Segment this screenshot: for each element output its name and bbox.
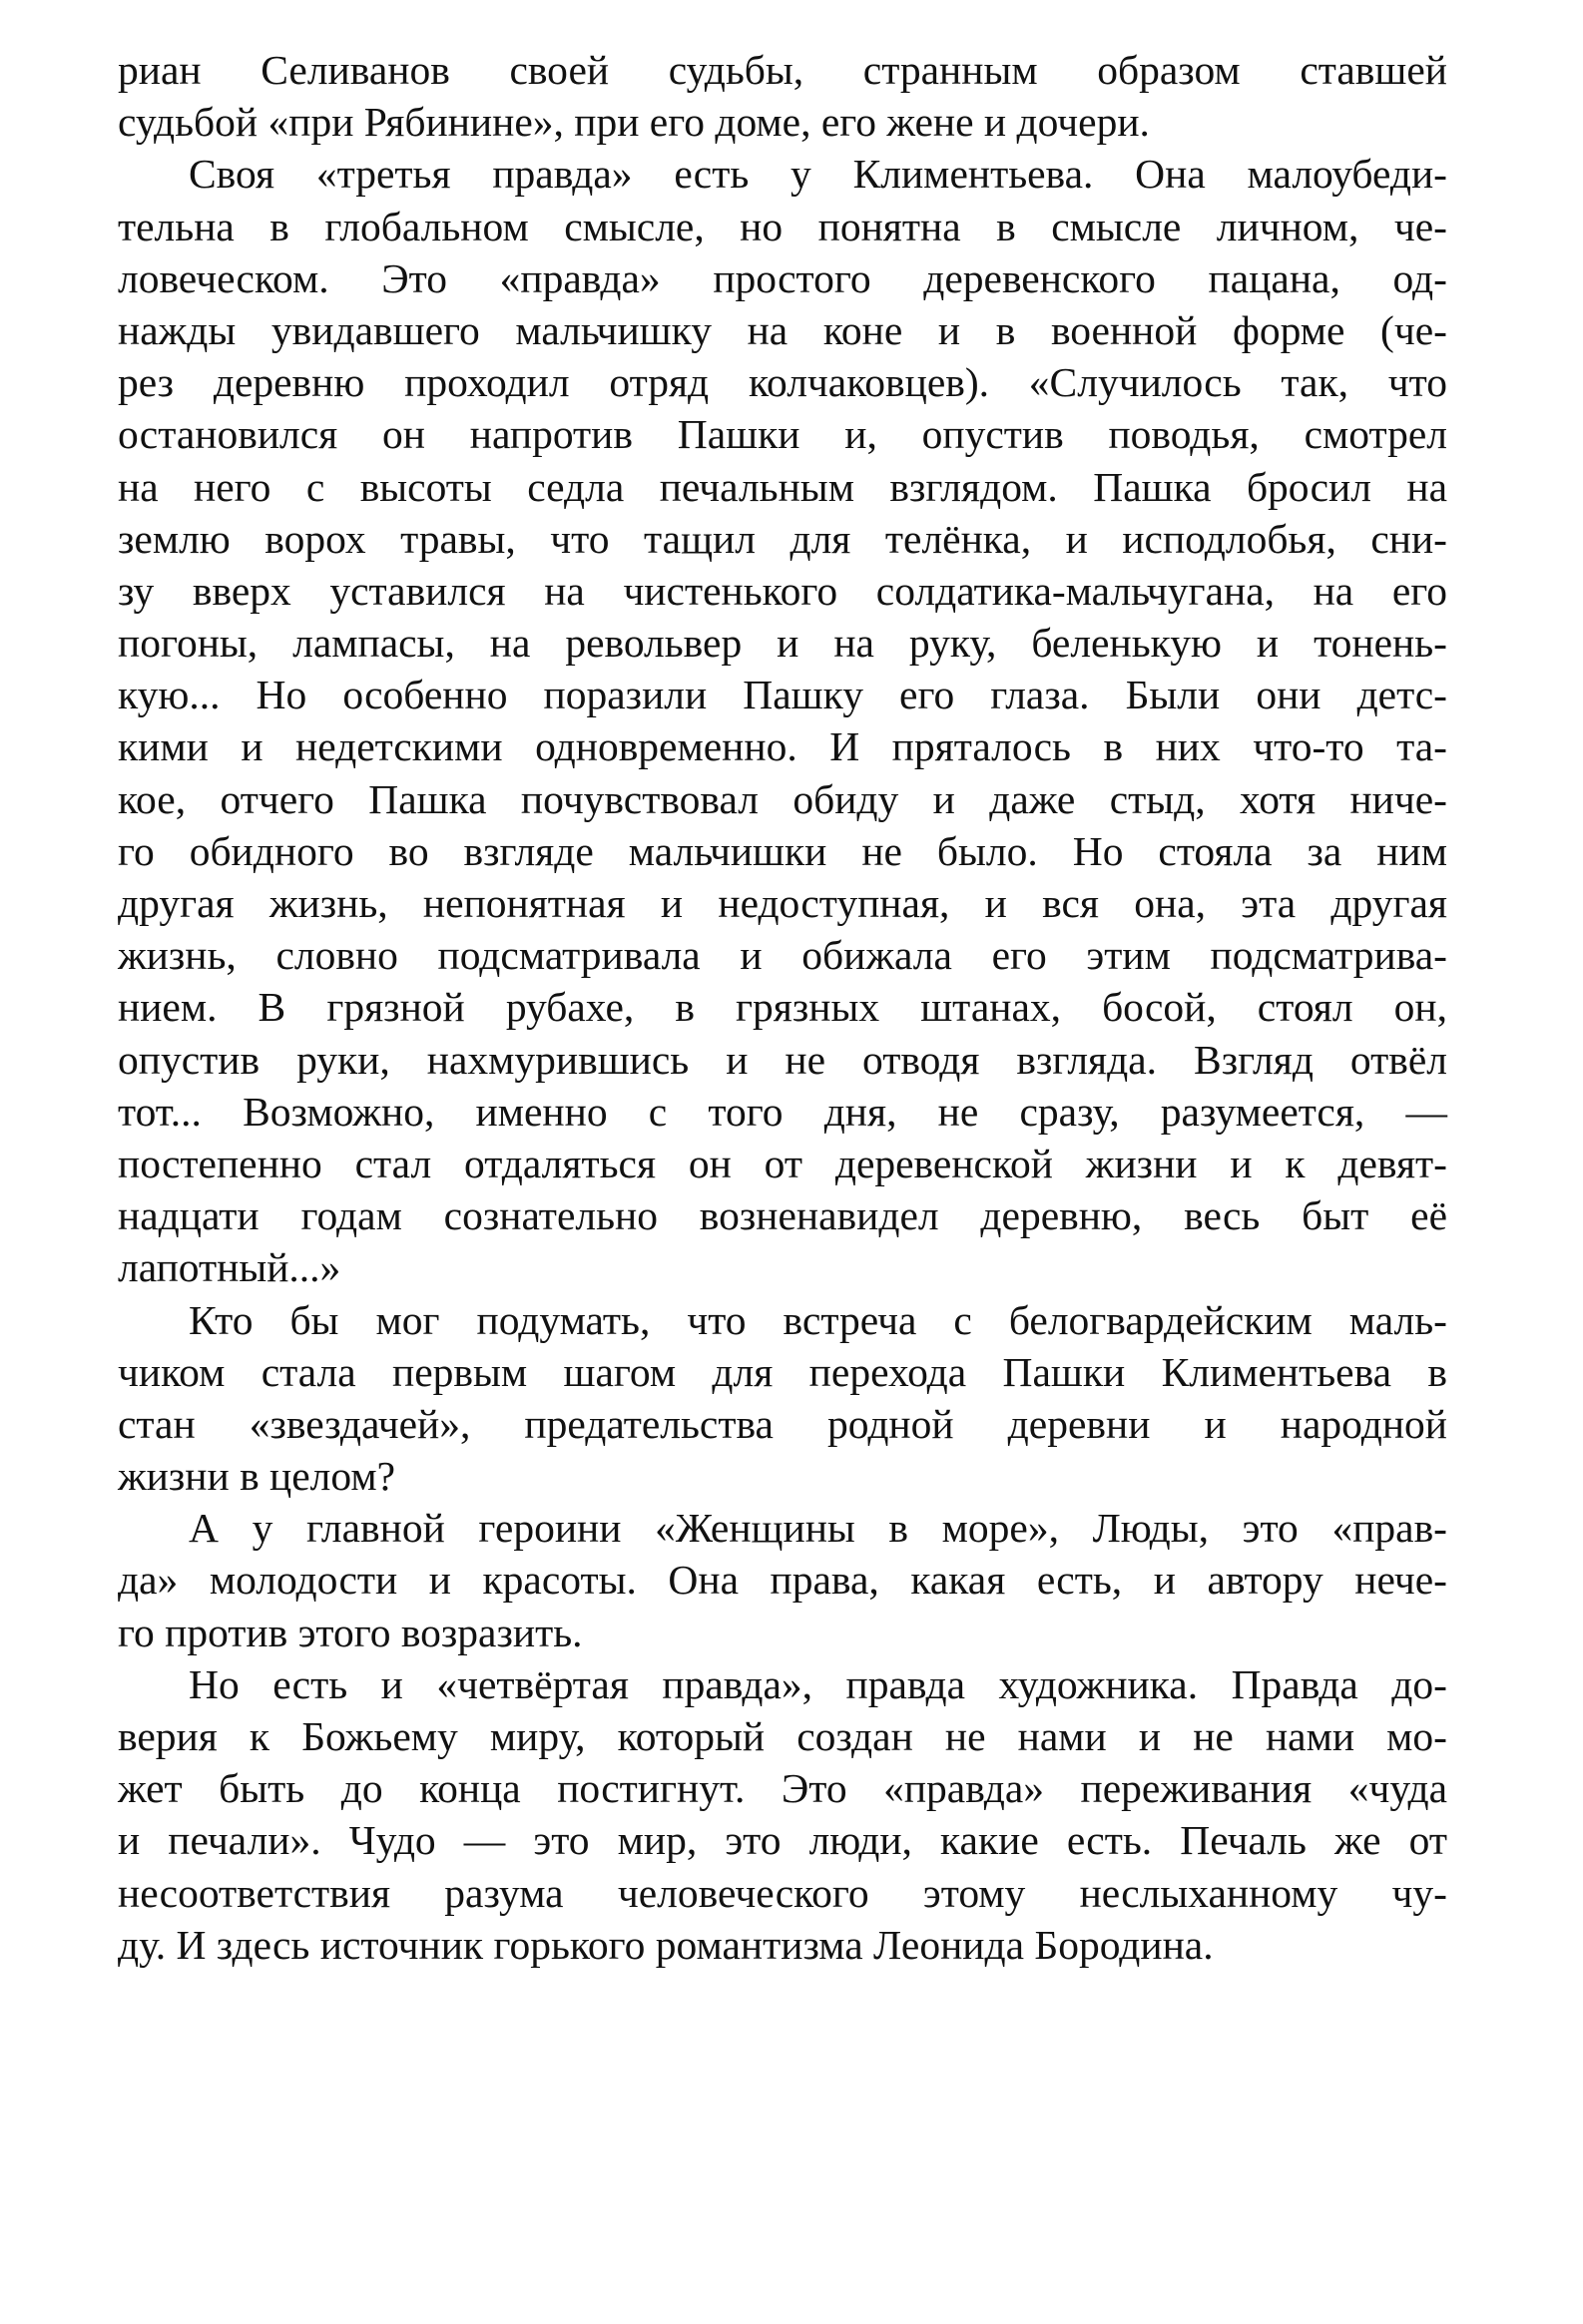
- text-line: кими и недетскими одновременно. И пряталось в них что-то та-: [118, 723, 1447, 770]
- text-line: ду. И здесь источник горького романтизма Леонида Бородина.: [118, 1921, 1214, 1968]
- text-line: го обидного во взгляде мальчишки не было. Но стояла за ним: [118, 827, 1447, 874]
- text-line: ловеческом. Это «правда» простого деревенского пацана, од-: [118, 254, 1447, 301]
- text-line: несоответствия разума человеческого этому неслыханному чу-: [118, 1869, 1447, 1916]
- text-line: нием. В грязной рубахе, в грязных штанах, босой, стоял он,: [118, 984, 1447, 1031]
- text-line: судьбой «при Рябинине», при его доме, его жене и дочери.: [118, 99, 1150, 146]
- text-line: Своя «третья правда» есть у Климентьева. Она малоубеди-: [189, 151, 1447, 198]
- page-text: [118, 44, 1447, 1971]
- text-line: тельна в глобальном смысле, но понятна в смысле личном, че-: [118, 203, 1447, 249]
- text-line: погоны, лампасы, на револьвер и на руку, беленькую и тонень-: [118, 620, 1447, 667]
- text-line: зу вверх уставился на чистенького солдатика-мальчугана, на его: [118, 567, 1447, 614]
- text-line: верия к Божьему миру, который создан не нами и не нами мо-: [118, 1713, 1447, 1759]
- paragraph: [118, 1294, 1447, 1503]
- text-line: другая жизнь, непонятная и недоступная, и вся она, эта другая: [118, 880, 1447, 926]
- text-line: жизни в целом?: [118, 1453, 396, 1500]
- text-line: чиком стала первым шагом для перехода Пашки Климентьева в: [118, 1348, 1447, 1395]
- text-line: стан «звездачей», предательства родной деревни и народной: [118, 1400, 1447, 1447]
- paragraph: [118, 1658, 1447, 1971]
- text-line: го против этого возразить.: [118, 1609, 583, 1655]
- text-line: А у главной героини «Женщины в море», Люды, это «прав-: [189, 1505, 1447, 1552]
- text-line: остановился он напротив Пашки и, опустив поводья, смотрел: [118, 411, 1447, 458]
- text-line: жет быть до конца постигнут. Это «правда» переживания «чуда: [118, 1765, 1447, 1812]
- text-line: землю ворох травы, что тащил для телёнка, и исподлобья, сни-: [118, 515, 1447, 562]
- text-line: жизнь, словно подсматривала и обижала его этим подсматрива-: [118, 932, 1447, 979]
- text-line: постепенно стал отдаляться он от деревенской жизни и к девят-: [118, 1140, 1447, 1186]
- text-line: кое, отчего Пашка почувствовал обиду и даже стыд, хотя ниче-: [118, 775, 1447, 822]
- paragraph: [118, 1502, 1447, 1658]
- text-line: лапотный...»: [118, 1244, 341, 1291]
- text-line: риан Селиванов своей судьбы, странным образом ставшей: [118, 47, 1447, 93]
- text-line: рез деревню проходил отряд колчаковцев). «Случилось так, что: [118, 359, 1447, 406]
- text-line: кую... Но особенно поразили Пашку его глаза. Были они детс-: [118, 672, 1447, 718]
- text-line: и печали». Чудо — это мир, это люди, какие есть. Печаль же от: [118, 1817, 1447, 1864]
- text-line: Но есть и «четвёртая правда», правда художника. Правда до-: [189, 1660, 1447, 1707]
- paragraph: [118, 148, 1447, 1293]
- text-line: на него с высоты седла печальным взглядом. Пашка бросил на: [118, 463, 1447, 510]
- text-line: тот... Возможно, именно с того дня, не сразу, разумеется, —: [118, 1088, 1447, 1135]
- paragraph: [118, 44, 1447, 148]
- text-line: Кто бы мог подумать, что встреча с белогвардейским маль-: [189, 1296, 1447, 1343]
- text-line: надцати годам сознательно возненавидел деревню, весь быт её: [118, 1192, 1447, 1239]
- text-line: опустив руки, нахмурившись и не отводя взгляда. Взгляд отвёл: [118, 1036, 1447, 1083]
- text-line: да» молодости и красоты. Она права, какая есть, и автору нече-: [118, 1557, 1447, 1604]
- text-line: нажды увидавшего мальчишку на коне и в военной форме (че-: [118, 306, 1447, 353]
